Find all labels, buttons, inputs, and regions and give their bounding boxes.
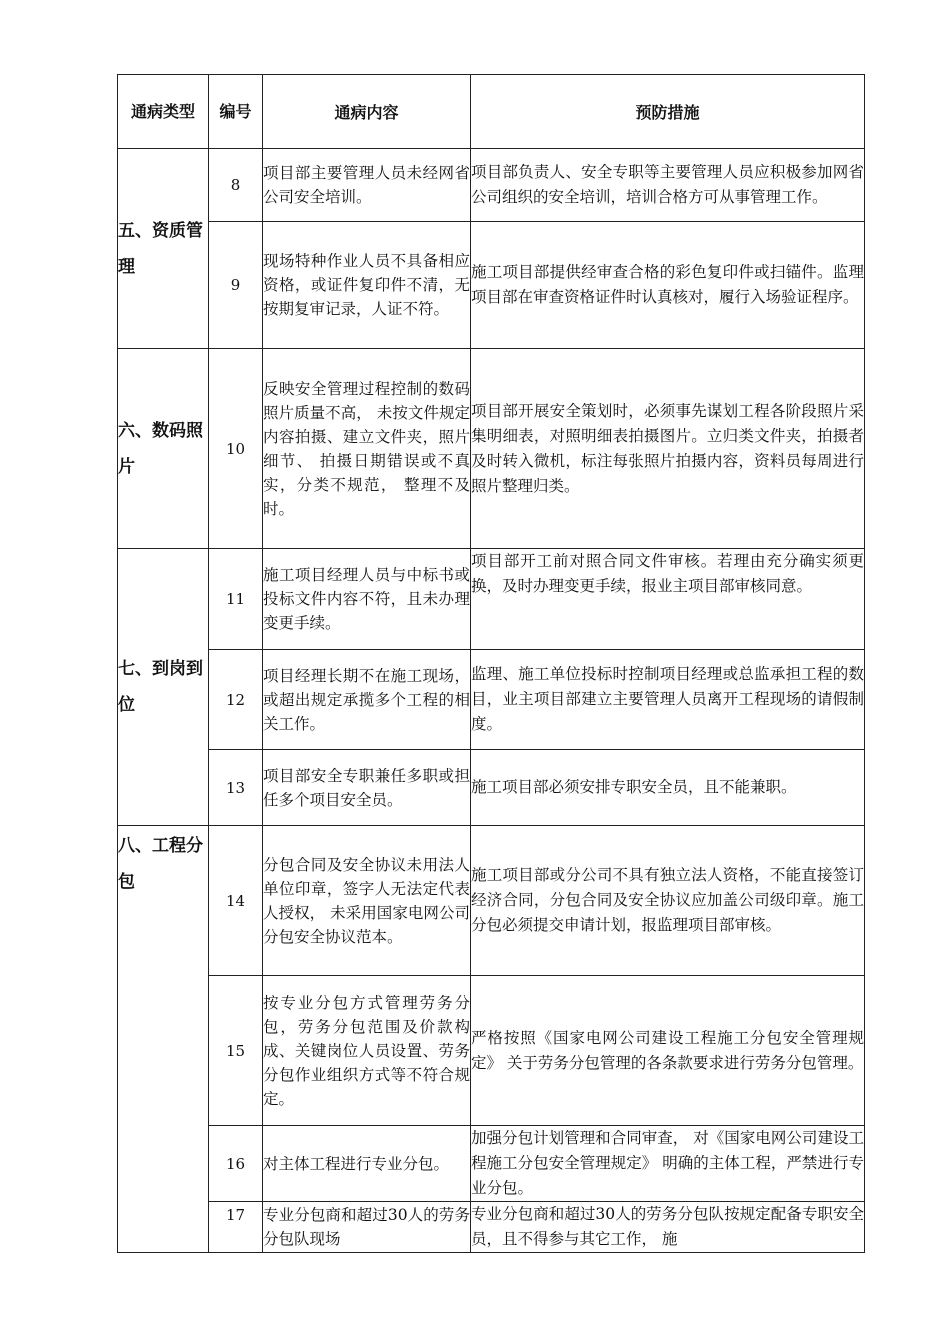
defect-content: 按专业分包方式管理劳务分包，劳务分包范围及价款构成、关键岗位人员设置、劳务分包作业组织方式等不符合规定。 (263, 976, 471, 1126)
table-row (118, 1202, 865, 1253)
row-number: 10 (209, 349, 263, 549)
defect-content: 反映安全管理过程控制的数码照片质量不高， 未按文件规定内容拍摄、建立文件夹，照片细节、 拍摄日期错误或不真实，分类不规范， 整理不及时。 (263, 349, 471, 549)
row-number: 13 (209, 750, 263, 826)
table-row (118, 650, 865, 750)
prevention-measure: 专业分包商和超过30人的劳务分包队按规定配备专职安全员，且不得参与其它工作， 施 (471, 1202, 865, 1253)
defect-content: 专业分包商和超过30人的劳务分包队现场 (263, 1202, 471, 1253)
defect-content: 施工项目经理人员与中标书或投标文件内容不符，且未办理变更手续。 (263, 549, 471, 650)
prevention-measure: 项目部负责人、安全专职等主要管理人员应积极参加网省公司组织的安全培训，培训合格方可从事管理工作。 (471, 149, 865, 222)
prevention-measure: 施工项目部必须安排专职安全员，且不能兼职。 (471, 750, 865, 826)
header-number: 编号 (209, 75, 263, 149)
table-row (118, 1126, 865, 1202)
row-number: 16 (209, 1126, 263, 1202)
defect-content: 分包合同及安全协议未用法人单位印章，签字人无法定代表人授权， 未采用国家电网公司分包安全协议范本。 (263, 826, 471, 976)
row-number: 15 (209, 976, 263, 1126)
category-on-post: 七、到岗到位 (118, 549, 209, 826)
table-row (118, 222, 865, 349)
category-digital-photos: 六、数码照片 (118, 349, 209, 549)
row-number: 9 (209, 222, 263, 349)
table-row (118, 750, 865, 826)
prevention-measure: 严格按照《国家电网公司建设工程施工分包安全管理规定》 关于劳务分包管理的各条款要求进行劳务分包管理。 (471, 976, 865, 1126)
table-row (118, 349, 865, 549)
prevention-measure: 项目部开工前对照合同文件审核。若理由充分确实须更换，及时办理变更手续，报业主项目部审核同意。 (471, 549, 865, 650)
defect-content: 项目经理长期不在施工现场，或超出规定承揽多个工程的相关工作。 (263, 650, 471, 750)
table-row (118, 826, 865, 976)
row-number: 8 (209, 149, 263, 222)
row-number: 14 (209, 826, 263, 976)
row-number: 17 (209, 1202, 263, 1253)
prevention-measure: 监理、施工单位投标时控制项目经理或总监承担工程的数目，业主项目部建立主要管理人员离开工程现场的请假制度。 (471, 650, 865, 750)
defect-content: 项目部主要管理人员未经网省公司安全培训。 (263, 149, 471, 222)
prevention-measure: 项目部开展安全策划时，必须事先谋划工程各阶段照片采集明细表，对照明细表拍摄图片。立归类文件夹，拍摄者及时转入微机，标注每张照片拍摄内容，资料员每周进行照片整理归类。 (471, 349, 865, 549)
row-number: 12 (209, 650, 263, 750)
category-subcontracting: 八、工程分包 (118, 826, 209, 1253)
table-row (118, 149, 865, 222)
defects-table (117, 74, 865, 1253)
defect-content: 项目部安全专职兼任多职或担任多个项目安全员。 (263, 750, 471, 826)
table-row (118, 976, 865, 1126)
row-number: 11 (209, 549, 263, 650)
defect-content: 对主体工程进行专业分包。 (263, 1126, 471, 1202)
category-qualification: 五、资质管理 (118, 149, 209, 349)
header-type: 通病类型 (118, 75, 209, 149)
prevention-measure: 施工项目部提供经审查合格的彩色复印件或扫锚件。监理项目部在审查资格证件时认真核对，履行入场验证程序。 (471, 222, 865, 349)
prevention-measure: 加强分包计划管理和合同审查， 对《国家电网公司建设工程施工分包安全管理规定》 明确的主体工程，严禁进行专业分包。 (471, 1126, 865, 1202)
header-measures: 预防措施 (471, 75, 865, 149)
prevention-measure: 施工项目部或分公司不具有独立法人资格，不能直接签订经济合同，分包合同及安全协议应加盖公司级印章。施工分包必须提交申请计划，报监理项目部审核。 (471, 826, 865, 976)
header-content: 通病内容 (263, 75, 471, 149)
defect-content: 现场特种作业人员不具备相应资格，或证件复印件不清，无按期复审记录，人证不符。 (263, 222, 471, 349)
header-row (118, 75, 865, 149)
table-row (118, 549, 865, 650)
